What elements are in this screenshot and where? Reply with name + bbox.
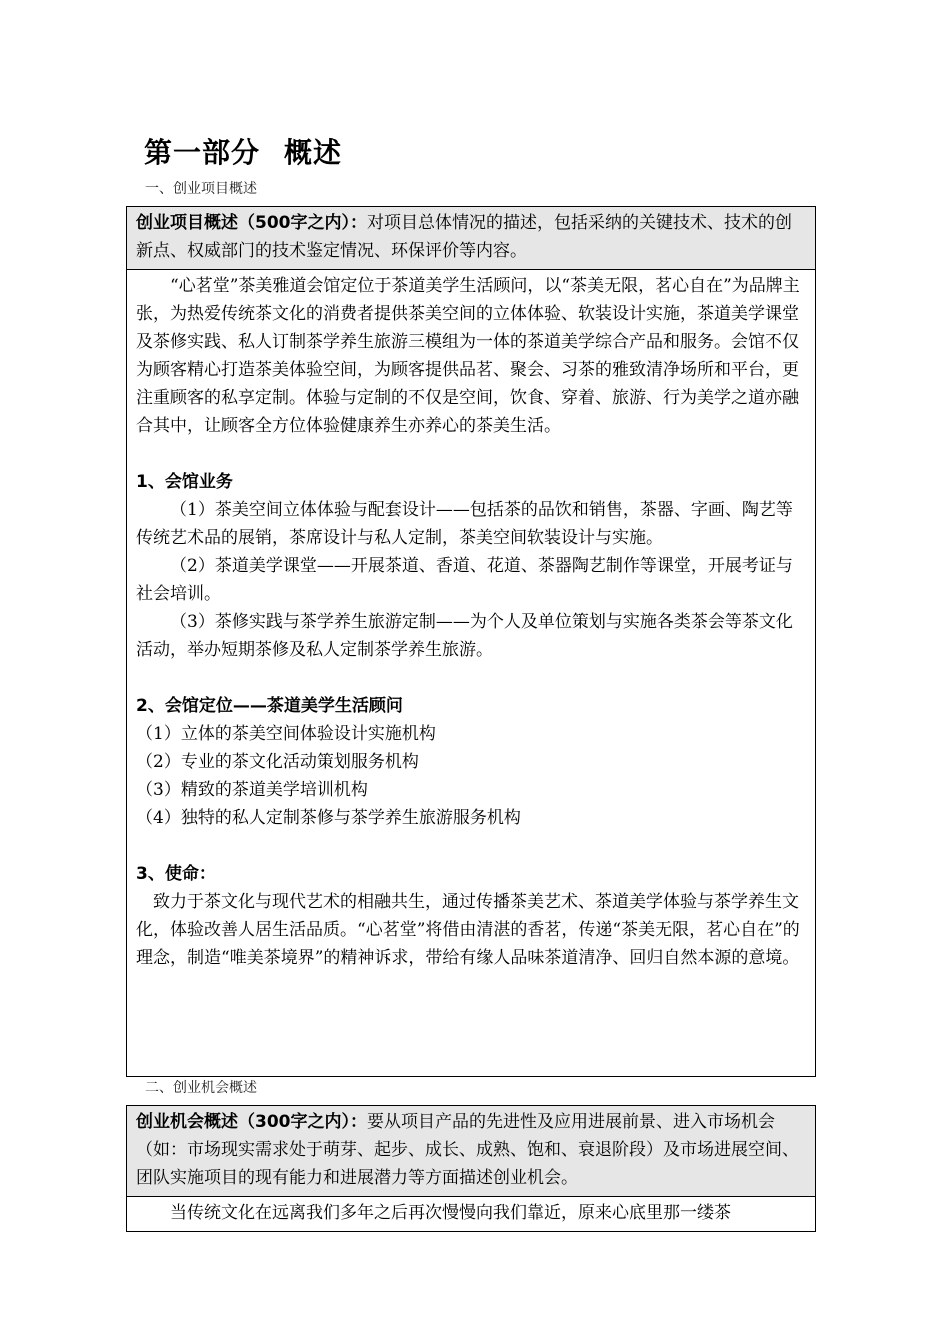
section2-body xyxy=(127,1197,816,1232)
page-title-part: 第一部分 xyxy=(144,136,261,169)
section2-table xyxy=(126,1105,816,1232)
page-title xyxy=(144,131,342,171)
section2-label: 二、创业机会概述 xyxy=(145,1080,257,1096)
section2-header xyxy=(127,1106,816,1197)
business-item: （3）茶修实践与茶学养生旅游定制——为个人及单位策划与实施各类茶会等茶文化活动，举办短期茶修及私人定制茶学养生旅游。 xyxy=(136,612,793,660)
section2-header-text: 要从项目产品的先进性及应用进展前景、进入市场机会（如：市场现实需求处于萌芽、起步、成长、成熟、饱和、衰退阶段）及市场进展空间、团队实施项目的现有能力和进展潜力等方面描述创业机会。 xyxy=(136,1112,799,1188)
business-title: 1、会馆业务 xyxy=(136,472,233,492)
section1-header-text: 对项目总体情况的描述，包括采纳的关键技术、技术的创新点、权威部门的技术鉴定情况、环保评价等内容。 xyxy=(136,213,792,261)
position-item: （1）立体的茶美空间体验设计实施机构 xyxy=(136,724,436,744)
section1-header-bold: 创业项目概述（500字之内）： xyxy=(136,213,367,233)
section1-body xyxy=(127,270,816,1077)
business-item: （2）茶道美学课堂——开展茶道、香道、花道、茶器陶艺制作等课堂，开展考证与社会培训。 xyxy=(136,556,793,604)
mission-text: 致力于茶文化与现代艺术的相融共生，通过传播茶美艺术、茶道美学体验与茶学养生文化，体验改善人居生活品质。“心茗堂”将借由清湛的香茗，传递“茶美无限，茗心自在”的理念，制造“唯美茶境界”的精神诉求，带给有缘人品味茶道清净、回归自然本源的意境。 xyxy=(136,892,800,968)
position-item: （3）精致的茶道美学培训机构 xyxy=(136,780,368,800)
section1-header xyxy=(127,207,816,270)
position-item: （4）独特的私人定制茶修与茶学养生旅游服务机构 xyxy=(136,808,521,828)
page-title-name: 概述 xyxy=(284,136,343,169)
section2-header-bold: 创业机会概述（300字之内）： xyxy=(136,1112,367,1132)
section1-intro: “心茗堂”茶美雅道会馆定位于茶道美学生活顾问，以“茶美无限，茗心自在”为品牌主张，为热爱传统茶文化的消费者提供茶美空间的立体体验、软装设计实施，茶道美学课堂及茶修实践、私人订制茶学养生旅游三模组为一体的茶道美学综合产品和服务。会馆不仅为顾客精心打造茶美体验空间，为顾客提供品茗、聚会、习茶的雅致清净场所和平台，更注重顾客的私享定制。体验与定制的不仅是空间，饮食、穿着、旅游、行为美学之道亦融合其中，让顾客全方位体验健康养生亦养心的茶美生活。 xyxy=(136,276,800,436)
section1-label: 一、创业项目概述 xyxy=(145,181,257,197)
business-item: （1）茶美空间立体体验与配套设计——包括茶的品饮和销售，茶器、字画、陶艺等传统艺术品的展销，茶席设计与私人定制，茶美空间软装设计与实施。 xyxy=(136,500,793,548)
section1-table xyxy=(126,206,816,1077)
position-item: （2）专业的茶文化活动策划服务机构 xyxy=(136,752,419,772)
section2-first-line: 当传统文化在远离我们多年之后再次慢慢向我们靠近，原来心底里那一缕茶 xyxy=(170,1203,731,1223)
mission-title: 3、使命： xyxy=(136,864,216,884)
position-title: 2、会馆定位——茶道美学生活顾问 xyxy=(136,696,403,716)
